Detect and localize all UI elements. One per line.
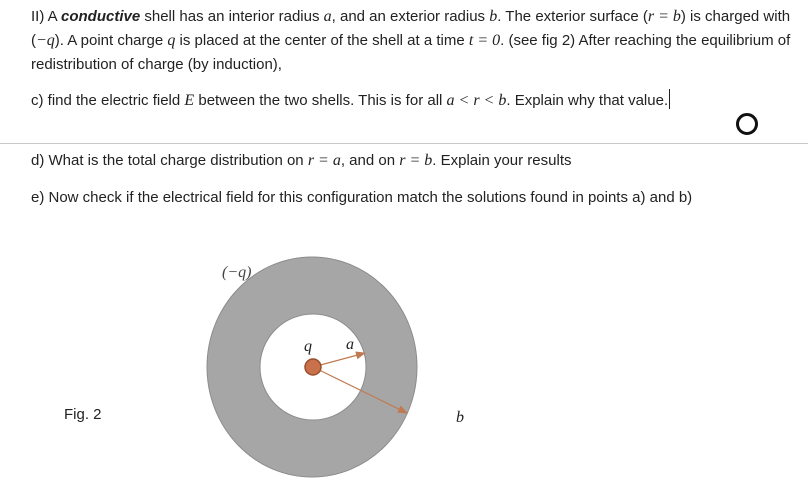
question-c[interactable]: c) find the electric field E between the two shells. This is for all a < r < b. Explain why that value. xyxy=(31,89,793,113)
figure-caption: Fig. 2 xyxy=(64,406,102,423)
bold-term: conductive xyxy=(61,8,141,25)
radius-label-a: a xyxy=(346,336,354,353)
problem-intro: II) A conductive shell has an interior radius a, and an exterior radius b. The exterior surface (r = b) is charged with (−q). A point charge q is placed at the center of the shell at a time t = 0. (see fig 2) After reaching the equilibrium of redistribution of charge (by induction), xyxy=(31,8,791,73)
charge-label-q: q xyxy=(304,338,312,355)
surface-charge-label: (−q) xyxy=(222,264,252,281)
question-d: d) What is the total charge distribution on r = a, and on r = b. Explain your results xyxy=(31,152,572,169)
question-e: e) Now check if the electrical field for this configuration match the solutions found in points a) and b) xyxy=(31,189,693,206)
point-charge xyxy=(305,359,321,375)
radius-label-b: b xyxy=(456,409,464,426)
